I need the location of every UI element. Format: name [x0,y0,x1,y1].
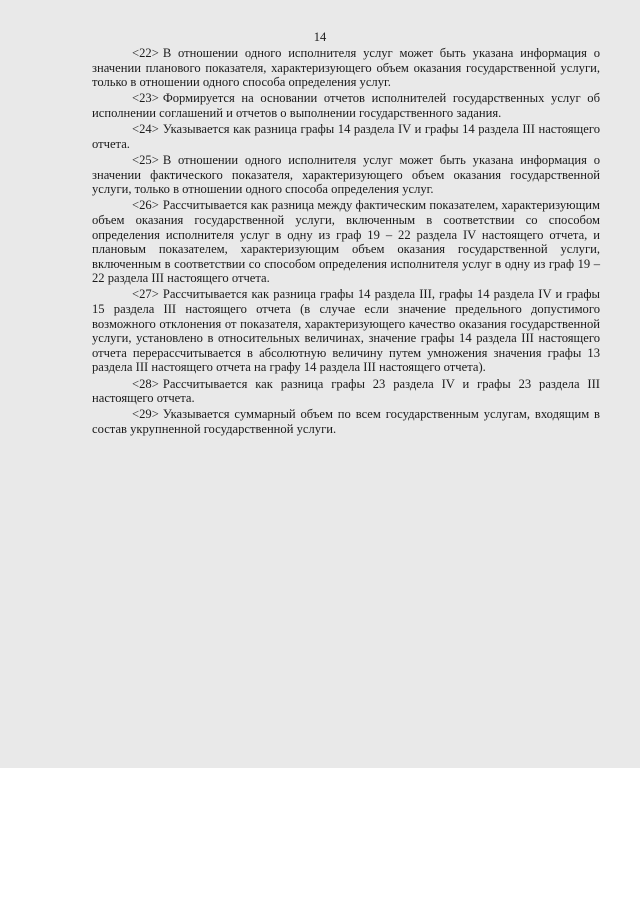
footnote-text: Рассчитывается как разница между фактическим показателем, характеризующим объем оказания государственной услуги, включенным в соответствии со способом определения исполнителя услуг в одну из граф 19 – 22 раздела IV настоящего отчета, и плановым показателем, характеризующим объем оказания государственной услуги, включенным в соответствии со способом определения исполнителя услуг в одну из граф 19 – 22 раздела III настоящего отчета. [92,198,600,286]
footnote-29 [92,407,600,436]
footnote-ref: <28> [132,376,159,391]
footnote-ref: <25> [132,152,159,167]
blank-margin [0,768,640,905]
footnote-ref: <23> [132,91,159,106]
footnote-ref: <24> [132,122,159,137]
footnote-ref: <29> [132,407,159,422]
footnote-ref: <27> [132,287,159,302]
footnote-text: Указывается как разница графы 14 раздела IV и графы 14 раздела III настоящего отчета. [92,122,600,151]
footnote-27 [92,287,600,375]
footnote-text: В отношении одного исполнителя услуг может быть указана информация о значении планового показателя, характеризующего объем оказания государственной услуги, только в отношении одного способа определения услуг. [92,46,600,90]
footnote-ref: <22> [132,46,159,60]
page-number: 14 [313,30,327,44]
footnote-text: Формируется на основании отчетов исполнителей государственных услуг об исполнении соглашений и отчетов о выполнении государственного задания. [92,91,600,120]
footnote-text: Рассчитывается как разница графы 23 раздела IV и графы 23 раздела III настоящего отчета. [92,376,600,406]
footnote-text: Указывается суммарный объем по всем государственным услугам, входящим в состав укрупненной государственной услуги. [92,407,600,436]
footnote-28 [92,377,600,406]
footnote-text: В отношении одного исполнителя услуг может быть указана информация о значении фактического показателя, характеризующего объем оказания государственной услуги, только в отношении одного способа определения услуг. [92,152,600,197]
footnote-23 [92,91,600,120]
footnote-26 [92,198,600,286]
footnote-22 [92,46,600,90]
footnote-25 [92,153,600,197]
footnote-text: Рассчитывается как разница графы 14 раздела III, графы 14 раздела IV и графы 15 раздела III настоящего отчета (в случае если значение предельного допустимого возможного отклонения от показателя, характеризующего качество оказания государственной услуги, установлено в относительных величинах, значение графы 14 раздела III настоящего отчета перерассчитывается в абсолютную величину путем умножения значения графы 13 раздела III настоящего отчета на графу 14 раздела III настоящего отчета). [92,287,600,375]
footnote-24 [92,122,600,151]
footnotes-body [92,46,600,438]
footnote-ref: <26> [132,198,159,213]
